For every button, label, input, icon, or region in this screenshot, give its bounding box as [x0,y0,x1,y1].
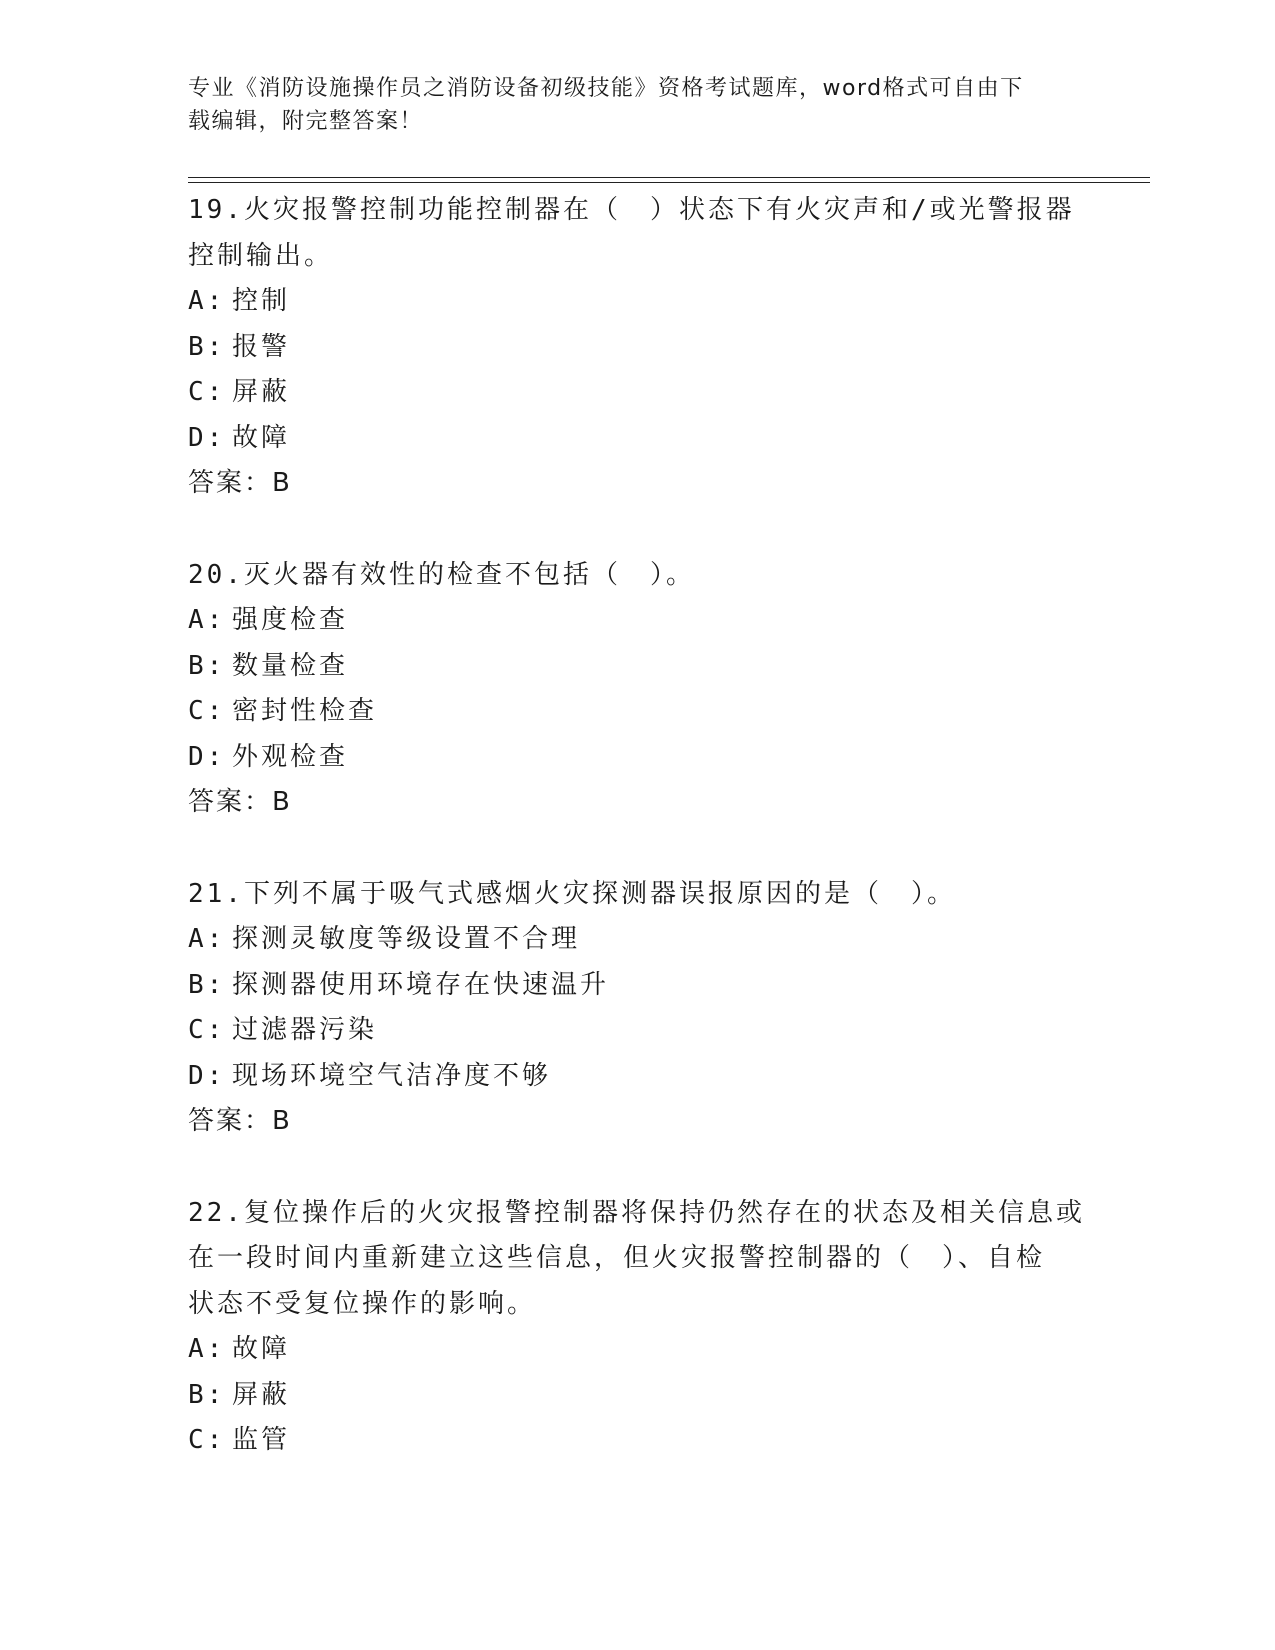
option-text: 监管 [232,1425,291,1455]
option-letter: B: [188,331,226,362]
option-letter: A: [188,286,226,316]
option-c [188,689,1088,735]
option-letter: D: [188,422,226,453]
header-line-1: 专业《消防设施操作员之消防设备初级技能》资格考试题库，word格式可自由下 [188,76,1024,101]
option-text: 探测器使用环境存在快速温升 [232,969,610,1000]
option-c [188,1008,1088,1054]
answer-line: 答案：B [188,1106,292,1136]
option-letter: C: [188,1015,226,1045]
option-d [188,735,1088,781]
question-19 [188,188,1088,507]
option-letter: C: [188,1425,226,1455]
option-letter: C: [188,377,226,407]
answer-line: 答案：B [188,787,292,817]
option-text: 密封性检查 [232,696,378,726]
option-d [188,416,1088,462]
answer-line: 答案：B [188,468,292,498]
option-letter: B: [188,969,226,1000]
option-letter: B: [188,650,226,681]
option-a [188,1327,1088,1373]
option-letter: D: [188,1060,226,1091]
option-b [188,1373,1088,1419]
page-header [188,72,1078,138]
option-a [188,279,1088,325]
option-text: 数量检查 [232,650,349,681]
question-22 [188,1191,1088,1464]
option-letter: D: [188,741,226,772]
option-c [188,370,1088,416]
option-b [188,963,1088,1009]
question-stem: 22.复位操作后的火灾报警控制器将保持仍然存在的状态及相关信息或 在一段时间内重新建立这些信息，但火灾报警控制器的（ ）、自检 状态不受复位操作的影响。 [188,1197,1085,1319]
option-text: 探测灵敏度等级设置不合理 [232,924,581,954]
option-text: 故障 [232,422,291,453]
option-d [188,1054,1088,1100]
question-21 [188,872,1088,1145]
option-text: 过滤器污染 [232,1015,378,1045]
header-divider-top [188,177,1150,178]
option-text: 现场环境空气洁净度不够 [232,1060,552,1091]
question-20 [188,553,1088,826]
question-stem: 21.下列不属于吸气式感烟火灾探测器误报原因的是（ ）。 [188,878,956,909]
option-a [188,917,1088,963]
question-stem: 19.火灾报警控制功能控制器在（ ）状态下有火灾声和/或光警报器 控制输出。 [188,195,1075,271]
option-text: 控制 [232,286,291,316]
option-letter: C: [188,696,226,726]
option-text: 报警 [232,331,291,362]
option-letter: A: [188,924,226,954]
question-list [188,188,1088,1510]
question-stem: 20.灭火器有效性的检查不包括（ ）。 [188,559,695,590]
header-line-2: 载编辑，附完整答案！ [188,109,424,134]
header-divider-bottom [188,182,1150,183]
option-letter: A: [188,1334,226,1364]
option-text: 强度检查 [232,605,349,635]
option-c [188,1418,1088,1464]
option-b [188,644,1088,690]
option-text: 屏蔽 [232,1379,291,1410]
option-text: 故障 [232,1334,291,1364]
option-text: 屏蔽 [232,377,291,407]
option-letter: B: [188,1379,226,1410]
option-text: 外观检查 [232,741,349,772]
option-a [188,598,1088,644]
option-letter: A: [188,605,226,635]
option-b [188,325,1088,371]
